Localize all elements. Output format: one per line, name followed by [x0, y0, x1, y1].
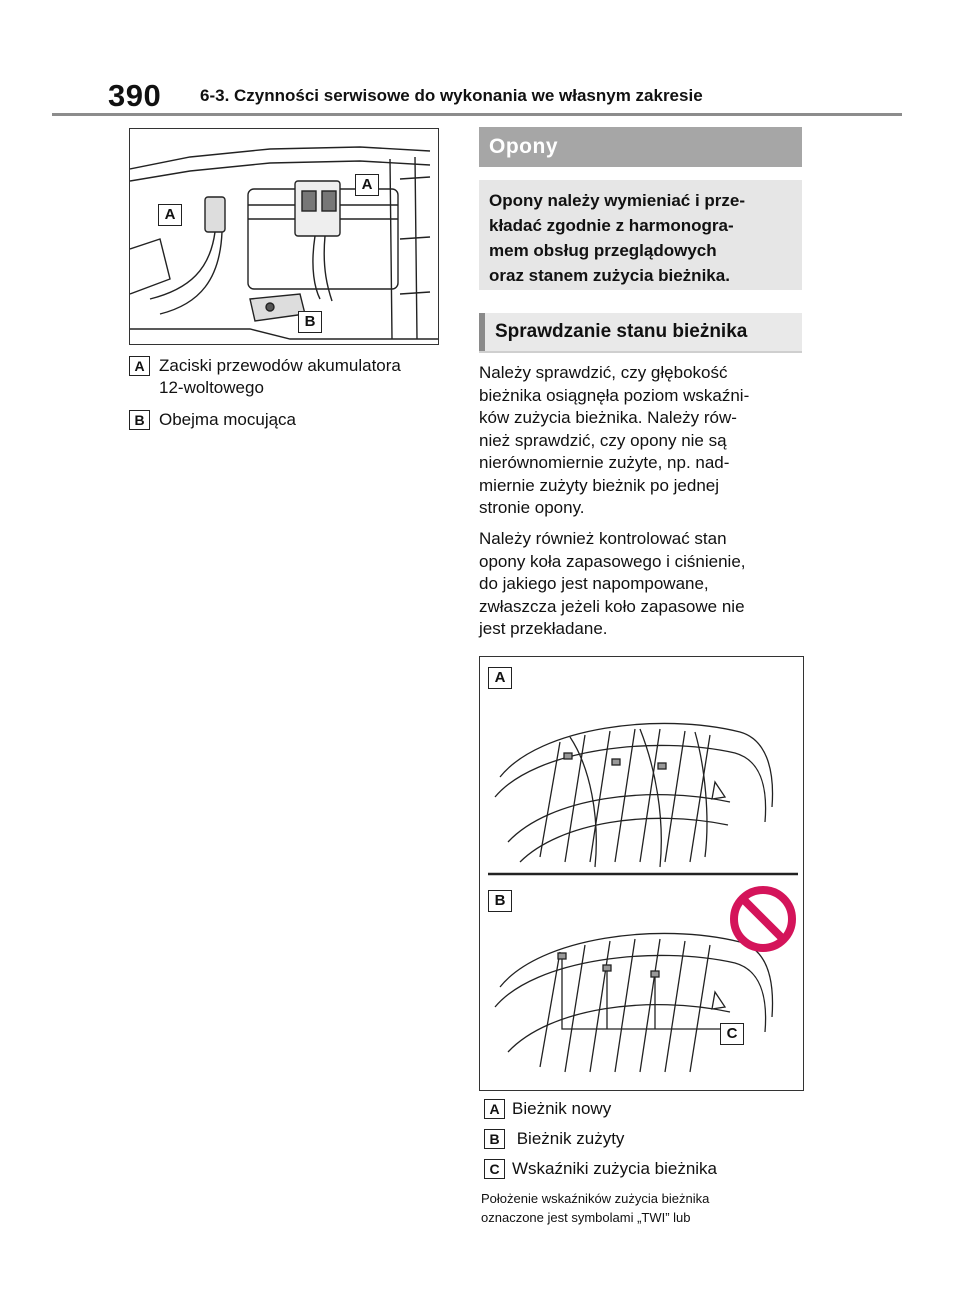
callout-a: A	[488, 667, 512, 689]
battery-illustration	[129, 128, 439, 345]
legend-text: Bieżnik zużyty	[512, 1129, 625, 1148]
legend-tag: A	[129, 356, 150, 376]
callout-b: B	[488, 890, 512, 912]
header-divider	[52, 113, 902, 116]
battery-legend	[129, 355, 449, 441]
legend-text: Bieżnik nowy	[512, 1099, 612, 1118]
legend-text: Obejma mocująca	[159, 410, 297, 429]
battery-drawing	[130, 129, 438, 344]
paragraph-tread-check: Należy sprawdzić, czy głębokość bieżnika osiągnęła poziom wskaźni- ków zużycia bieżnika. Należy rów- nież sprawdzić, czy opony nie są nierównomiernie zużyte, np. nad- miernie zużyty bieżnik po jednej stronie opony.	[479, 363, 750, 517]
page-number: 390	[108, 78, 162, 113]
prohibited-icon	[734, 890, 792, 948]
legend-text: Zaciski przewodów akumulatora 12-woltowego	[159, 356, 401, 397]
legend-item	[129, 409, 449, 431]
legend-tag: B	[129, 410, 150, 430]
legend-item	[484, 1158, 804, 1180]
tire-legend	[484, 1098, 804, 1188]
legend-tag: C	[484, 1159, 505, 1179]
tire-tread-illustration	[479, 656, 804, 1091]
legend-item	[129, 355, 449, 399]
subheading-tread-check: Sprawdzanie stanu bieżnika	[479, 313, 802, 353]
tire-drawing	[480, 657, 803, 1090]
callout-a-left: A	[158, 204, 182, 226]
legend-item	[484, 1128, 804, 1150]
section-heading-opony: Opony	[479, 127, 802, 167]
section-title: 6-3. Czynności serwisowe do wykonania we własnym zakresie	[200, 86, 703, 105]
callout-a-right: A	[355, 174, 379, 196]
twi-footnote: Położenie wskaźników zużycia bieżnika oznaczone jest symbolami „TWI” lub	[481, 1191, 710, 1225]
tire-replacement-note: Opony należy wymieniać i prze- kładać zgodnie z harmonogra- mem obsług przeglądowych oraz stanem zużycia bieżnika.	[479, 180, 802, 290]
paragraph-spare-tire: Należy również kontrolować stan opony koła zapasowego i ciśnienie, do jakiego jest napompowane, zwłaszcza jeżeli koło zapasowe nie jest przekładane.	[479, 529, 746, 638]
legend-text: Wskaźniki zużycia bieżnika	[512, 1159, 718, 1178]
callout-b: B	[298, 311, 322, 333]
legend-item	[484, 1098, 804, 1120]
page-header	[108, 78, 900, 114]
legend-tag: A	[484, 1099, 505, 1119]
legend-tag: B	[484, 1129, 505, 1149]
callout-c: C	[720, 1023, 744, 1045]
